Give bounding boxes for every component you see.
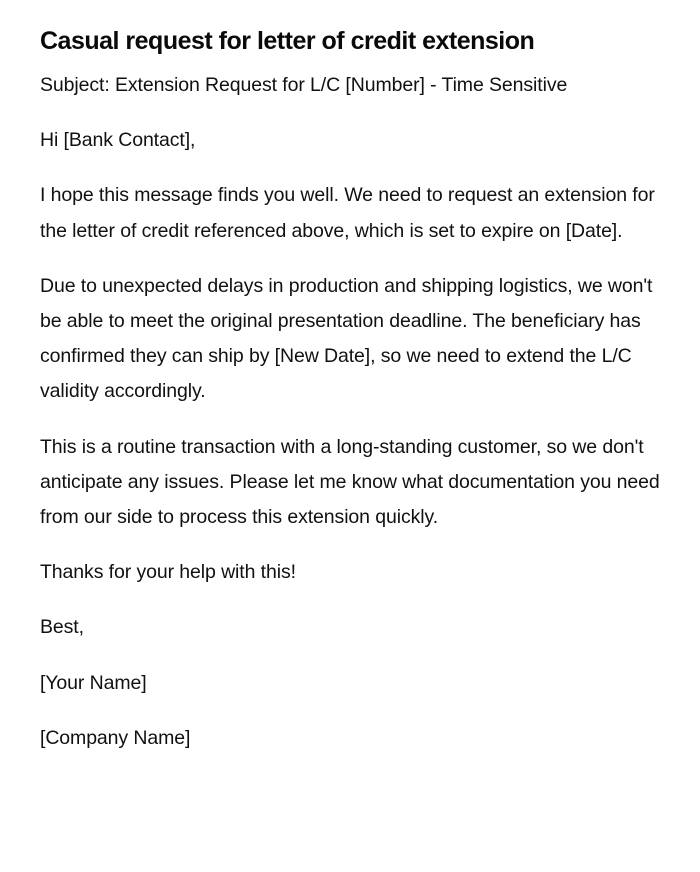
subject-line: Subject: Extension Request for L/C [Number] - Time Sensitive bbox=[40, 74, 568, 96]
body-paragraph-reason: Due to unexpected delays in production and shipping logistics, we won't be able to meet the original presentation deadline. The beneficiary has confirmed they can ship by [New Date], so we need to extend the L/C validity accordingly. bbox=[40, 274, 653, 403]
document-title: Casual request for letter of credit extension bbox=[40, 27, 535, 55]
signature-company: [Company Name] bbox=[40, 726, 191, 749]
body-paragraph-thanks: Thanks for your help with this! bbox=[40, 561, 296, 584]
body-paragraph-request: This is a routine transaction with a long-standing customer, so we don't anticipate any issues. Please let me know what documentation you need from our side to process this extension quickly. bbox=[40, 435, 660, 529]
body-paragraph-intro: I hope this message finds you well. We need to request an extension for the letter of credit referenced above, which is set to expire on [Date]. bbox=[40, 184, 655, 242]
signature-name: [Your Name] bbox=[40, 671, 147, 694]
closing: Best, bbox=[40, 616, 84, 639]
greeting: Hi [Bank Contact], bbox=[40, 129, 196, 152]
